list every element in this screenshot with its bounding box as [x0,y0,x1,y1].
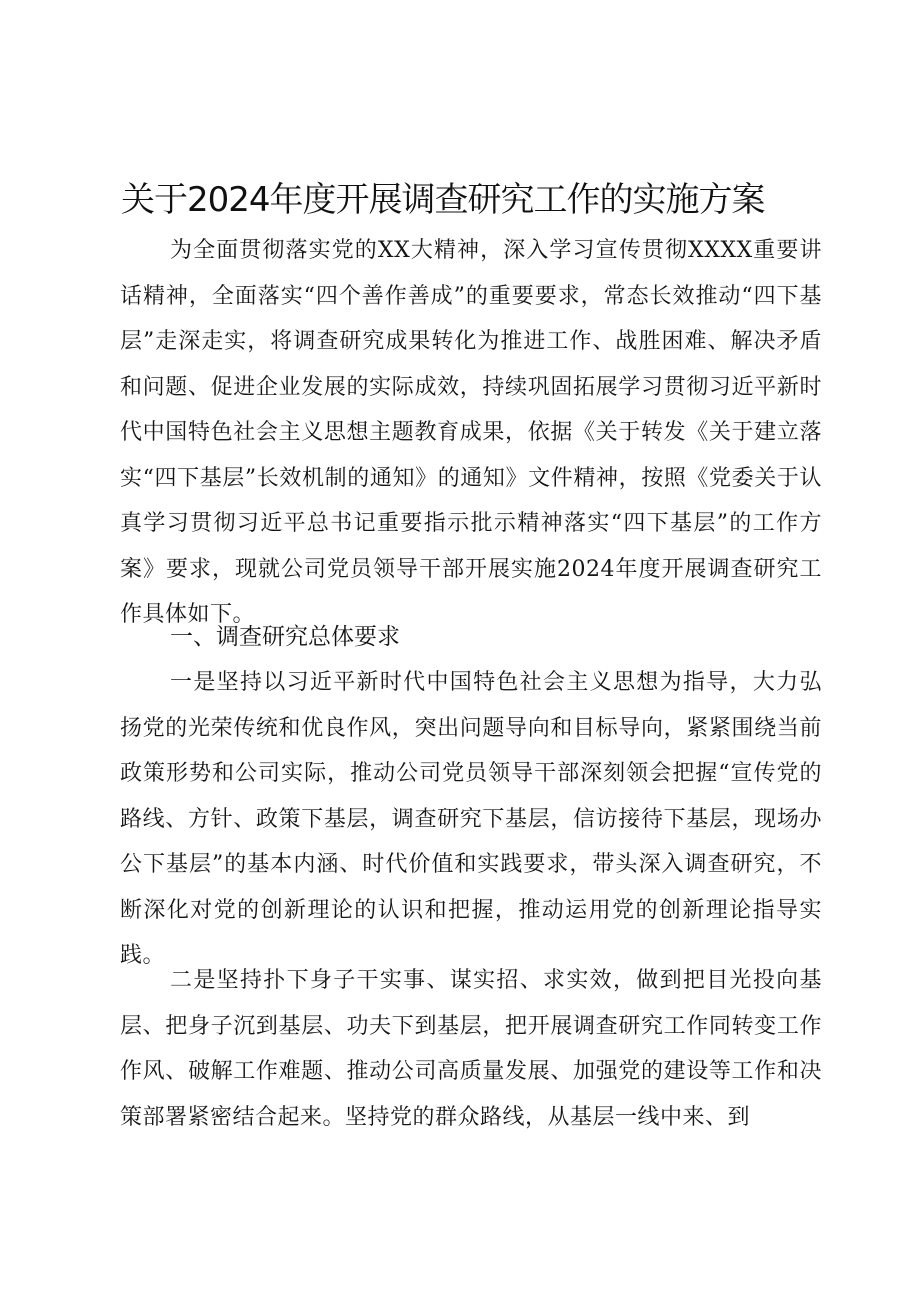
intro-paragraph: 为全面贯彻落实党的XX大精神，深入学习宣传贯彻XXXX重要讲话精神，全面落实“四个善作善成”的重要要求，常态长效推动“四下基层”走深走实，将调查研究成果转化为推进工作、战胜困难、解决矛盾和问题、促进企业发展的实际成效，持续巩固拓展学习贯彻习近平新时代中国特色社会主义思想主题教育成果，依据《关于转发《关于建立落实“四下基层”长效机制的通知》的通知》文件精神，按照《党委关于认真学习贯彻习近平总书记重要指示批示精神落实“四下基层”的工作方案》要求，现就公司党员领导干部开展实施2024年度开展调查研究工作具体如下。 [120,238,822,627]
section-heading-1: 一、调查研究总体要求 [170,624,400,650]
document-title: 关于2024年度开展调查研究工作的实施方案 [121,180,765,220]
paragraph-point-2: 二是坚持扑下身子干实事、谋实招、求实效，做到把目光投向基层、把身子沉到基层、功夫下到基层，把开展调查研究工作同转变工作作风、破解工作难题、推动公司高质量发展、加强党的建设等工作和决策部署紧密结合起来。坚持党的群众路线，从基层一线中来、到 [120,968,822,1130]
paragraph-point-1: 一是坚持以习近平新时代中国特色社会主义思想为指导，大力弘扬党的光荣传统和优良作风，突出问题导向和目标导向，紧紧围绕当前政策形势和公司实际，推动公司党员领导干部深刻领会把握“宣传党的路线、方针、政策下基层，调查研究下基层，信访接待下基层，现场办公下基层”的基本内涵、时代价值和实践要求，带头深入调查研究，不断深化对党的创新理论的认识和把握，推动运用党的创新理论指导实践。 [120,670,822,968]
